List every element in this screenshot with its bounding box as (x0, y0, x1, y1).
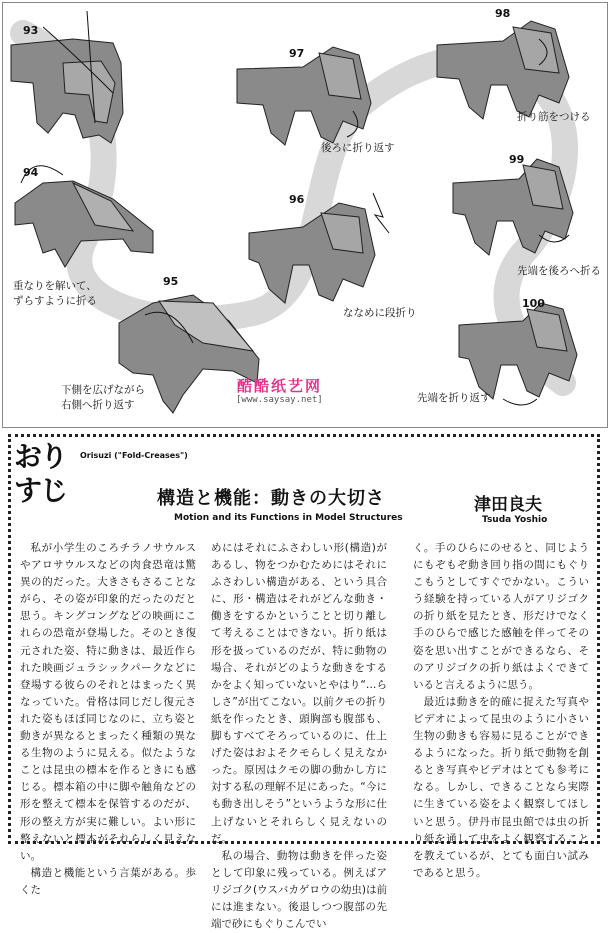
model-step-99 (453, 159, 573, 255)
paragraph: 最近は動きを的確に捉えた写真やビデオによって昆虫のように小さい生物の動きも容易に見ることができるようになった。折り紙で動物を創るとき写真やビデオはとても参考になる。しかし、できることなら実際に生きている姿をよく観察してほしいと思う。伊丹市昆虫館では虫の折り紙を通して虫をよく観察することを教えているが、とても面白い試みであると思う。 (413, 695, 589, 879)
caption-step-99: 先端を後ろへ折る (517, 265, 601, 277)
author-name: 津田良夫 (474, 495, 542, 515)
caption-step-94-line1: 重なりを解いて、 (13, 280, 97, 292)
diagram-artwork (3, 3, 607, 427)
step-number-94: 94 (23, 166, 39, 179)
column-logo (14, 440, 70, 512)
article-column-1 (20, 540, 196, 899)
step-number-95: 95 (163, 275, 179, 288)
article-title: 構造と機能：動きの大切さ (157, 488, 385, 509)
step-number-100: 100 (522, 297, 545, 310)
article-title-english: Motion and its Functions in Model Structures (174, 513, 403, 523)
caption-step-98: 折り筋をつける (517, 111, 591, 123)
logo-line-2: すじ (14, 474, 67, 507)
watermark-logo: 酷酷纸艺网 (237, 377, 323, 395)
article-column-2 (211, 540, 387, 933)
paragraph: めにはそれにふさわしい形(構造)があるし、物をつかむためにはそれにふさわしい構造がある、という具合に、形・構造はそれがどんな動き・働きをするかということと切り離して考えることはできない。折り紙は形を扱っているのだが、特に動物の場合、それがどのような動きをするかをよく知っていないとやはり“…らしさ”が出てこない。以前クモの折り紙を作ったとき、頭胸部も腹部も、脚もすべてそろっているのに、仕上げた姿はおよそクモらしく見えなかった。原因はクモの脚の動かし方に対する私の理解不足にあった。“今にも動き出しそう”というような形に仕上げないとそれらしく見えないのだ。 (211, 542, 387, 845)
caption-step-95-line2: 右側へ折り返す (61, 399, 135, 411)
step-number-98: 98 (495, 7, 511, 20)
caption-step-95-line1: 下側を広げながら (61, 384, 145, 396)
watermark-url: [www.saysay.net] (236, 395, 323, 405)
step-number-96: 96 (289, 193, 305, 206)
paragraph: く。手のひらにのせると、同じようにもぞもぞ動き回り指の間にもぐりこもうとしてすぐでかない。こういう経験を持っている人がアリジゴクの折り紙を見たとき、形だけでなく手のひらで感じた感触を伴ってその姿を思い出すことができるなら、そのアリジゴクの折り紙はよくできていると言えるように思う。 (413, 542, 589, 691)
paragraph: 私の場合、動物は動きを伴った姿として印象に残っている。例えばアリジゴク(ウスバカゲロウの幼虫)は前には進まない。後退しつつ腹部の先端で砂にもぐりこんでい (211, 849, 387, 931)
paragraph: 私が小学生のころチラノサウルスやアロサウルスなどの肉食恐竜は驚異の的だった。大きさもさることながら、その姿が印象的だったのだと思う。キングコングなどの映画にこれらの恐竜が登場した。そのとき復元された姿、特に動きは、最近作られた映画ジュラシックパークなどに登場する彼らのそれとはまったく異なっていた。骨格は同じだし復元された姿もほぼ同じなのに、立ち姿と動きが異なるとまったく種類の異なる生物のように見える。似たようなことは昆虫の標本を作るときにも感じる。標本箱の中に脚や触角などの形を整えて標本を保管するのだが、形の整え方が実に難しい。よい形に整えないと標本がそれらしく見えない。 (20, 542, 196, 862)
article-column-3 (413, 540, 589, 882)
caption-step-96: ななめに段折り (343, 307, 417, 319)
series-label: Orisuzi ("Fold-Creases") (80, 451, 188, 460)
step-number-97: 97 (289, 47, 305, 60)
caption-step-94-line2: ずらすように折る (13, 295, 97, 307)
paragraph: 構造と機能という言葉がある。歩くた (20, 866, 196, 896)
step-number-99: 99 (509, 153, 525, 166)
folding-diagram-panel (2, 2, 608, 428)
step-number-93: 93 (23, 24, 39, 37)
caption-step-97: 後ろに折り返す (321, 142, 395, 154)
author-name-english: Tsuda Yoshio (482, 515, 548, 525)
caption-step-100: 先端を折り返す (417, 392, 491, 404)
logo-line-1: おり (14, 440, 67, 473)
